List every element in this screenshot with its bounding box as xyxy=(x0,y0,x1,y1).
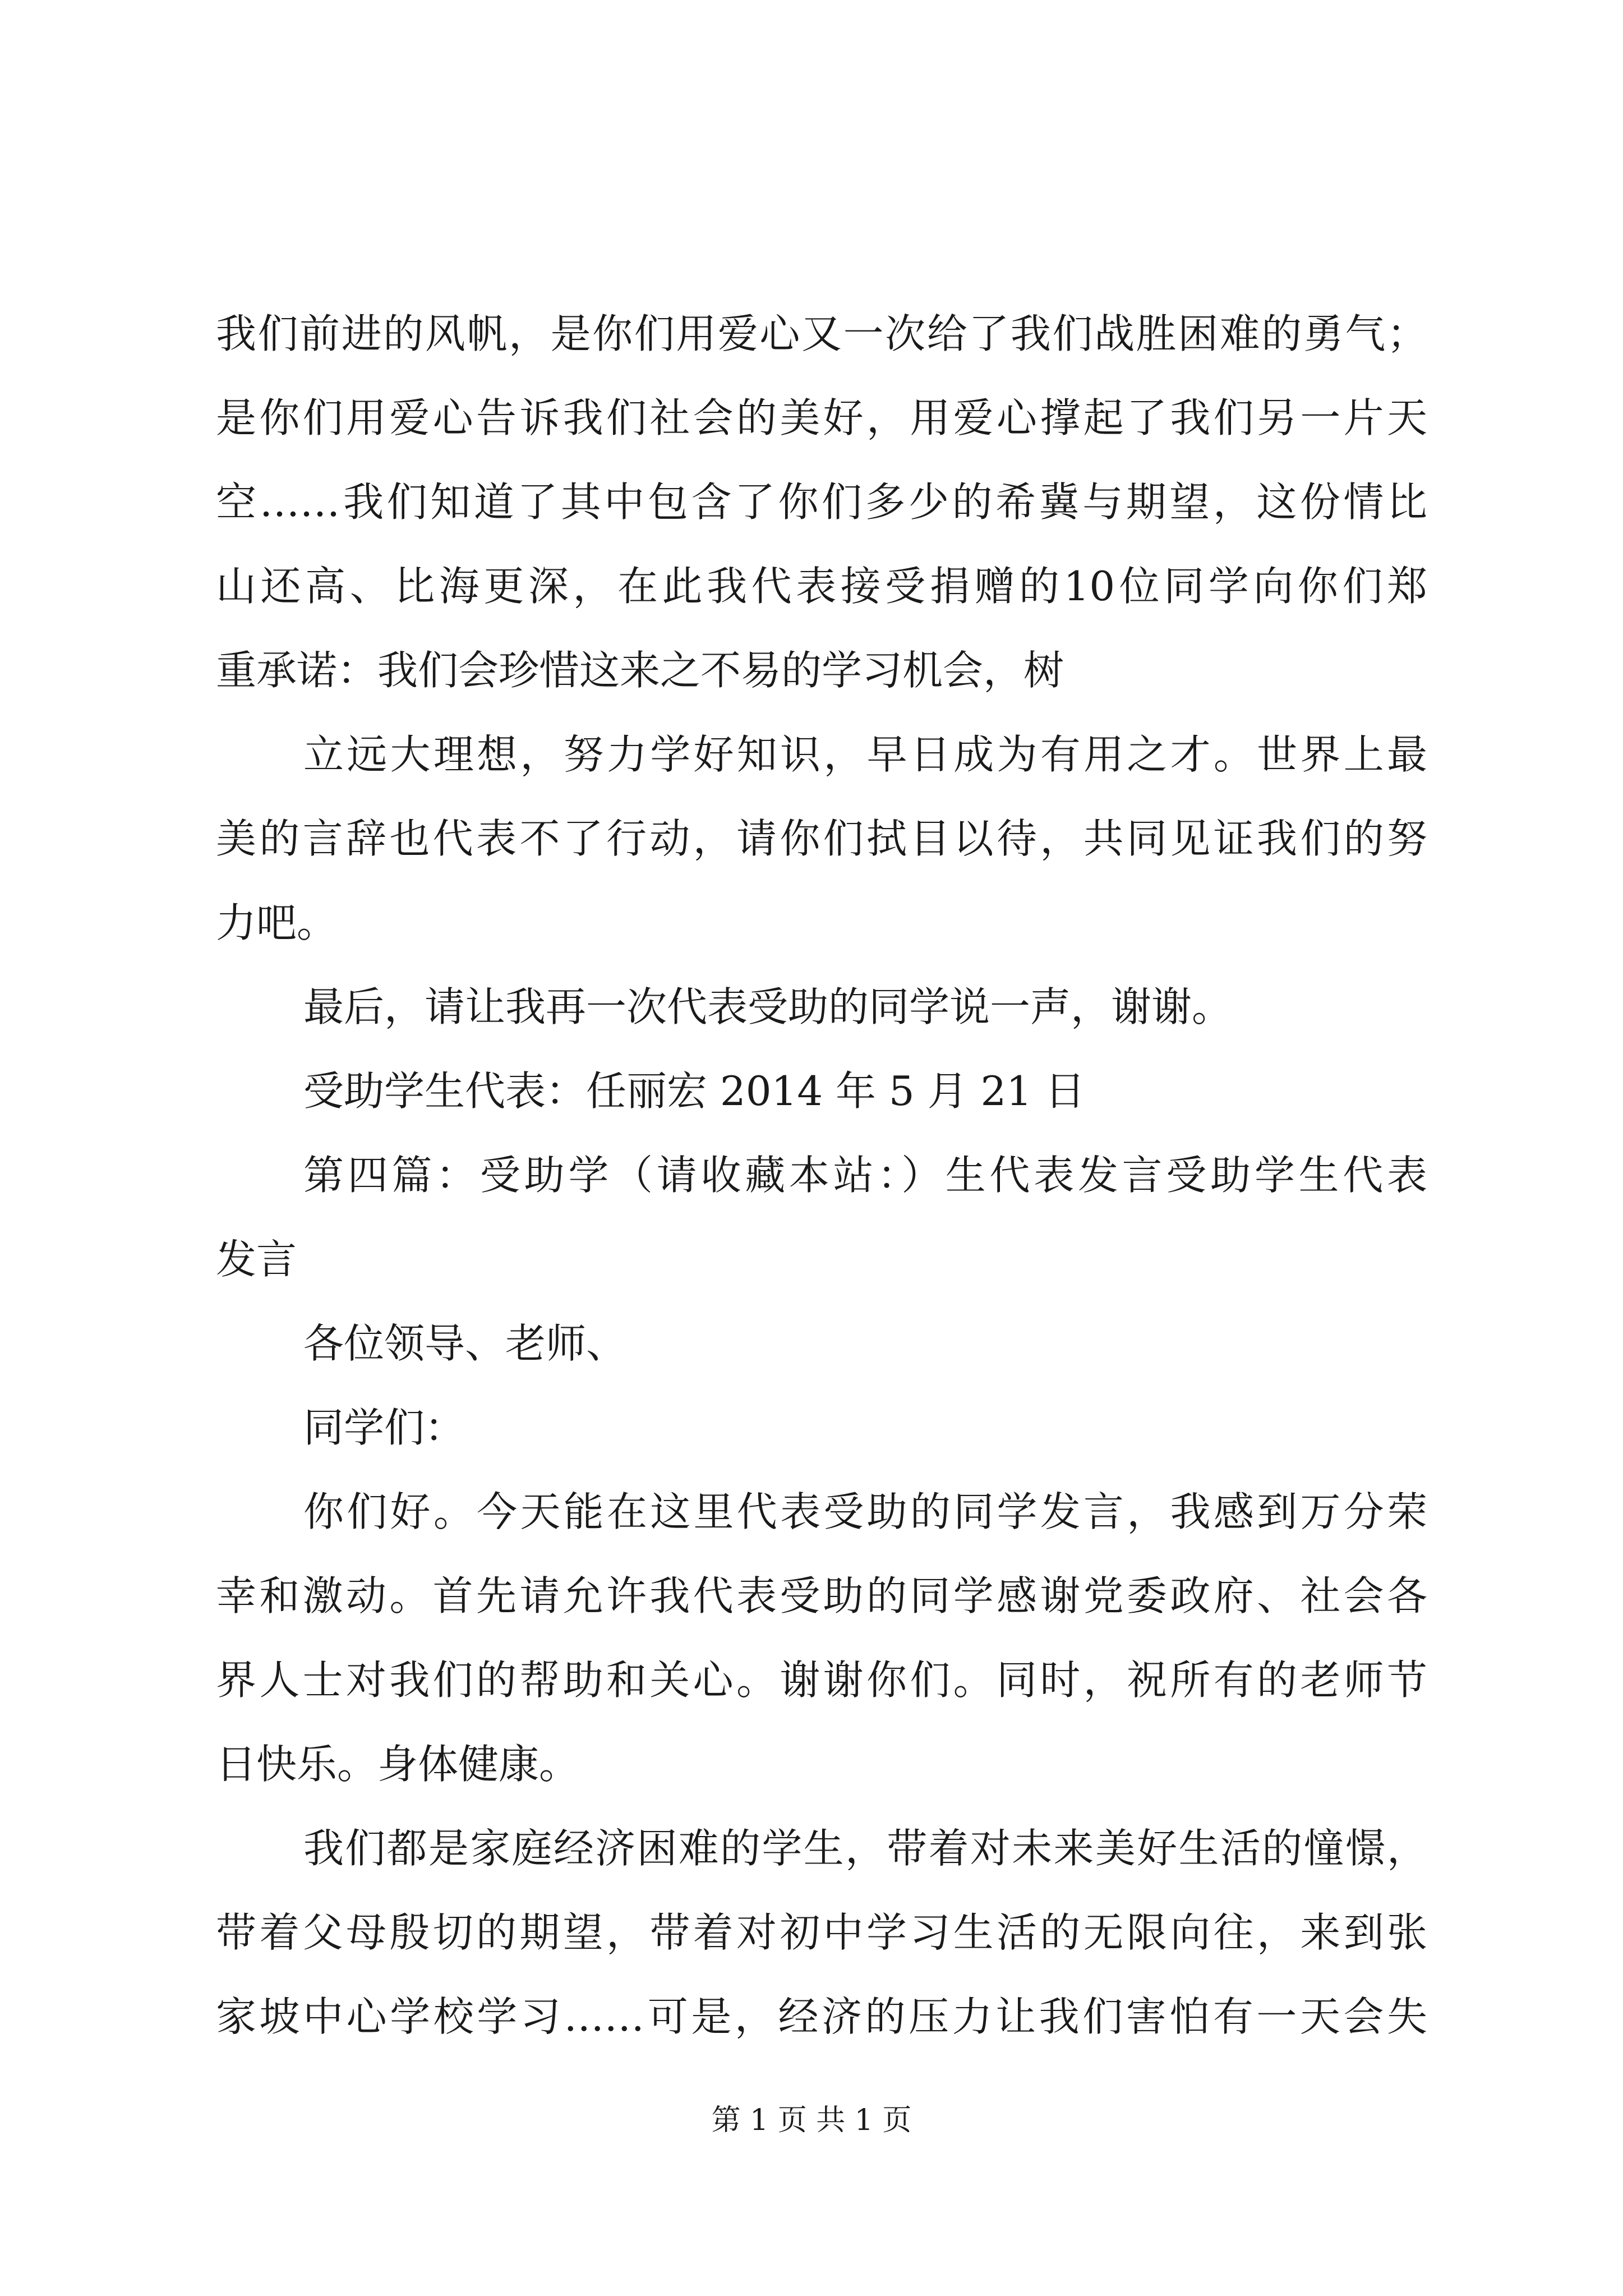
text-line: 山还高、比海更深，在此我代表接受捐赠的10位同学向你们郑 xyxy=(216,563,1427,610)
text-line: 力吧。 xyxy=(216,899,338,946)
text-line: 我们前进的风帆，是你们用爱心又一次给了我们战胜困难的勇气； xyxy=(216,310,1427,357)
text-line: 我们都是家庭经济困难的学生，带着对未来美好生活的憧憬， xyxy=(303,1825,1427,1872)
text-line: 是你们用爱心告诉我们社会的美好，用爱心撑起了我们另一片天 xyxy=(216,394,1427,441)
text-line: 重承诺：我们会珍惜这来之不易的学习机会，树 xyxy=(216,647,1064,694)
text-line: 幸和激动。首先请允许我代表受助的同学感谢党委政府、社会各 xyxy=(216,1572,1427,1619)
text-line: 最后，请让我再一次代表受助的同学说一声，谢谢。 xyxy=(303,983,1233,1030)
text-line: 日快乐。身体健康。 xyxy=(216,1741,580,1788)
text-line: 你们好。今天能在这里代表受助的同学发言，我感到万分荣 xyxy=(303,1488,1427,1535)
text-line: 立远大理想，努力学好知识，早日成为有用之才。世界上最 xyxy=(303,731,1427,778)
section-heading: 第四篇：受助学（请收藏本站：）生代表发言受助学生代表 xyxy=(303,1152,1427,1199)
section-heading-cont: 发言 xyxy=(216,1236,297,1283)
text-line: 带着父母殷切的期望，带着对初中学习生活的无限向往，来到张 xyxy=(216,1909,1427,1956)
page-footer: 第 1 页 共 1 页 xyxy=(711,2104,912,2137)
text-line: 美的言辞也代表不了行动，请你们拭目以待，共同见证我们的努 xyxy=(216,815,1427,862)
text-line: 界人士对我们的帮助和关心。谢谢你们。同时，祝所有的老师节 xyxy=(216,1657,1427,1704)
signature-line: 受助学生代表：任丽宏 2014 年 5 月 21 日 xyxy=(303,1068,1085,1115)
salutation: 同学们： xyxy=(303,1404,465,1451)
text-line: 空……我们知道了其中包含了你们多少的希冀与期望，这份情比 xyxy=(216,478,1427,526)
text-line: 家坡中心学校学习……可是，经济的压力让我们害怕有一天会失 xyxy=(216,1993,1427,2040)
salutation: 各位领导、老师、 xyxy=(303,1320,627,1367)
